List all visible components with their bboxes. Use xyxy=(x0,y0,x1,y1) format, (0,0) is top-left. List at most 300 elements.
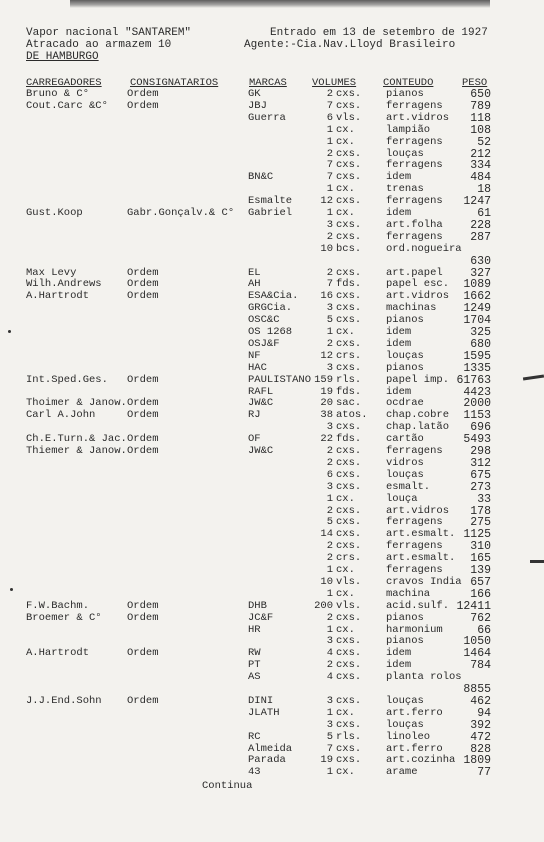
cell-marca: JBJ xyxy=(248,99,267,112)
cell-unidade: cx. xyxy=(336,123,355,136)
table-row xyxy=(0,541,544,553)
moored-line: Atracado ao armazem 10 xyxy=(26,39,172,51)
cell-unidade: crs. xyxy=(336,552,362,565)
table-row xyxy=(0,565,544,577)
cell-conteudo: art.papel xyxy=(386,266,443,279)
cell-peso: 1662 xyxy=(463,290,491,304)
agent-line: Agente:-Cia.Nav.Lloyd Brasileiro xyxy=(244,39,456,51)
cell-volumes: 1 xyxy=(326,123,333,136)
cell-carregador: J.J.End.Sohn xyxy=(26,694,102,707)
cell-carregador: Bruno & C° xyxy=(26,88,90,100)
cell-consignatario: Ordem xyxy=(127,278,159,291)
cell-conteudo: chap.cobre xyxy=(386,409,450,422)
cell-volumes: 3 xyxy=(326,694,333,707)
cell-conteudo: art.esmalt. xyxy=(386,552,456,565)
cell-volumes: 2 xyxy=(326,88,333,100)
cell-consignatario: Ordem xyxy=(127,647,159,660)
cell-peso: 118 xyxy=(470,111,491,125)
cell-volumes: 20 xyxy=(320,397,333,410)
cell-conteudo: ferragens xyxy=(386,564,443,576)
margin-dot xyxy=(10,588,13,591)
cell-conteudo: idem xyxy=(386,171,412,184)
cell-peso: 1247 xyxy=(463,195,491,209)
cell-unidade: cxs. xyxy=(336,516,362,529)
cell-marca: RW xyxy=(248,647,261,660)
cell-peso: 1153 xyxy=(463,409,491,423)
cell-conteudo: ferragens xyxy=(386,230,443,243)
cell-volumes: 3 xyxy=(326,718,333,731)
cell-peso: 334 xyxy=(470,159,491,173)
cell-unidade: cx. xyxy=(336,135,355,148)
cell-peso: 327 xyxy=(470,266,491,280)
cell-conteudo: pianos xyxy=(386,611,424,624)
cell-conteudo: papel esc. xyxy=(386,278,450,291)
cell-volumes: 6 xyxy=(326,468,333,481)
cell-carregador: Carl A.John xyxy=(26,409,96,422)
cell-unidade: cxs. xyxy=(336,718,362,731)
cell-volumes: 3 xyxy=(326,421,333,434)
cell-volumes: 1 xyxy=(326,706,333,719)
col-peso: PESO xyxy=(462,77,488,89)
table-row xyxy=(0,767,544,779)
cell-peso: 77 xyxy=(477,766,491,780)
cell-volumes: 3 xyxy=(326,361,333,374)
cell-marca: Guerra xyxy=(248,111,286,124)
table-row xyxy=(0,672,544,684)
col-volumes: VOLUMES xyxy=(312,77,357,89)
cell-unidade: cxs. xyxy=(336,314,362,327)
table-row xyxy=(0,755,544,767)
entry-date: Entrado em 13 de setembro de 1927 xyxy=(270,27,488,39)
cell-unidade: cxs. xyxy=(336,88,362,100)
cell-volumes: 16 xyxy=(320,290,333,303)
cell-volumes: 2 xyxy=(326,540,333,553)
cell-conteudo: ferragens xyxy=(386,516,443,529)
cell-volumes: 1 xyxy=(326,623,333,636)
cell-marca: JLATH xyxy=(248,706,280,719)
cell-volumes: 2 xyxy=(326,147,333,160)
cell-conteudo: art.ferro xyxy=(386,742,443,755)
cell-volumes: 2 xyxy=(326,456,333,469)
cell-unidade: bcs. xyxy=(336,242,362,255)
cell-consignatario: Ordem xyxy=(127,290,159,303)
cell-conteudo: idem xyxy=(386,659,412,672)
cell-marca: RAFL xyxy=(248,385,274,398)
cell-peso: 8855 xyxy=(463,683,491,696)
cell-peso: 1595 xyxy=(463,349,491,363)
cell-unidade: cxs. xyxy=(336,635,362,648)
cell-unidade: fds. xyxy=(336,278,362,291)
cell-conteudo: lampião xyxy=(386,123,431,136)
cell-consignatario: Ordem xyxy=(127,445,159,457)
cell-marca: JW&C xyxy=(248,445,274,457)
cell-consignatario: Ordem xyxy=(127,433,159,446)
cell-marca: DHB xyxy=(248,599,267,612)
cell-carregador: A.Hartrodt xyxy=(26,290,90,303)
cell-peso: 273 xyxy=(470,480,491,494)
cell-peso: 33 xyxy=(477,492,491,506)
cell-carregador: Gust.Koop xyxy=(26,207,83,219)
cell-conteudo: planta rolos xyxy=(386,671,462,684)
table-row xyxy=(0,553,544,565)
cell-unidade: fds. xyxy=(336,385,362,398)
cell-volumes: 10 xyxy=(320,242,333,255)
cell-conteudo: art.vidros xyxy=(386,290,450,303)
torn-top-edge xyxy=(70,0,490,8)
cell-volumes: 159 xyxy=(314,373,333,386)
cell-marca: GRGCia. xyxy=(248,302,293,315)
cell-peso: 165 xyxy=(470,552,491,566)
cell-marca: JC&F xyxy=(248,611,274,624)
cell-conteudo: louças xyxy=(386,468,424,481)
cell-consignatario: Ordem xyxy=(127,266,159,279)
cell-marca: 43 xyxy=(248,766,261,779)
col-conteudo: CONTEUDO xyxy=(383,77,434,89)
cell-volumes: 2 xyxy=(326,266,333,279)
cell-unidade: cx. xyxy=(336,326,355,338)
cell-peso: 298 xyxy=(470,445,491,458)
cell-volumes: 1 xyxy=(326,587,333,600)
cell-peso: 784 xyxy=(470,659,491,673)
cell-conteudo: louças xyxy=(386,718,424,731)
cell-volumes: 1 xyxy=(326,766,333,779)
col-marcas: MARCAS xyxy=(249,77,287,89)
cell-marca: ESA&Cia. xyxy=(248,290,299,303)
cell-peso: 61 xyxy=(477,207,491,220)
cell-unidade: cxs. xyxy=(336,528,362,541)
cell-unidade: cxs. xyxy=(336,147,362,160)
cell-peso: 762 xyxy=(470,611,491,625)
cell-consignatario: Ordem xyxy=(127,611,159,624)
cell-peso: 94 xyxy=(477,706,491,720)
cell-peso: 1050 xyxy=(463,635,491,649)
table-row xyxy=(0,506,544,518)
cell-marca: RJ xyxy=(248,409,261,422)
cell-conteudo: art.vidros xyxy=(386,111,450,124)
cell-conteudo: louças xyxy=(386,694,424,707)
table-row xyxy=(0,494,544,506)
cell-conteudo: vidros xyxy=(386,456,424,469)
cell-conteudo: cravos India xyxy=(386,575,462,588)
continua-note: Continua xyxy=(202,780,253,792)
table-row xyxy=(0,446,544,458)
cell-volumes: 2 xyxy=(326,337,333,350)
cell-carregador: Int.Sped.Ges. xyxy=(26,373,108,386)
cell-conteudo: art.esmalt. xyxy=(386,528,456,541)
cell-peso: 1125 xyxy=(463,528,491,542)
cell-conteudo: idem xyxy=(386,207,412,219)
cell-consignatario: Ordem xyxy=(127,373,159,386)
cell-marca: Esmalte xyxy=(248,195,293,208)
cell-marca: RC xyxy=(248,730,261,743)
cell-unidade: cx. xyxy=(336,706,355,719)
cell-unidade: cxs. xyxy=(336,754,362,767)
table-row xyxy=(0,232,544,244)
cell-peso: 4423 xyxy=(463,385,491,399)
table-row xyxy=(0,708,544,720)
cell-unidade: cxs. xyxy=(336,647,362,660)
cell-peso: 1335 xyxy=(463,361,491,375)
cell-volumes: 5 xyxy=(326,314,333,327)
table-row xyxy=(0,648,544,660)
cell-carregador: Broemer & C° xyxy=(26,611,102,624)
cell-peso: 178 xyxy=(470,504,491,518)
table-row xyxy=(0,220,544,232)
cell-marca: DINI xyxy=(248,694,274,707)
cell-volumes: 3 xyxy=(326,218,333,231)
cell-conteudo: idem xyxy=(386,385,412,398)
cell-unidade: crs. xyxy=(336,349,362,362)
cell-marca: AS xyxy=(248,671,261,684)
table-row xyxy=(0,529,544,541)
cell-conteudo: louças xyxy=(386,147,424,160)
cell-unidade: cxs. xyxy=(336,456,362,469)
table-row xyxy=(0,517,544,529)
cell-conteudo: chap.latão xyxy=(386,421,450,434)
cell-conteudo: esmalt. xyxy=(386,480,431,493)
cell-volumes: 2 xyxy=(326,552,333,565)
table-row xyxy=(0,244,544,256)
cell-unidade: cxs. xyxy=(336,468,362,481)
table-row xyxy=(0,137,544,149)
cell-conteudo: cartão xyxy=(386,433,424,446)
cell-peso: 462 xyxy=(470,694,491,708)
cell-volumes: 6 xyxy=(326,111,333,124)
cell-conteudo: ocdrae xyxy=(386,397,424,410)
table-row xyxy=(0,613,544,625)
cell-peso: 1809 xyxy=(463,754,491,768)
cell-volumes: 7 xyxy=(326,159,333,172)
cell-consignatario: Ordem xyxy=(127,397,159,410)
cell-conteudo: ferragens xyxy=(386,159,443,172)
cell-unidade: cxs. xyxy=(336,694,362,707)
cell-unidade: vls. xyxy=(336,111,362,124)
cell-conteudo: louças xyxy=(386,349,424,362)
cell-consignatario: Gabr.Gonçalv.& C° xyxy=(127,207,235,219)
margin-dash xyxy=(530,560,544,563)
cell-carregador: Thoimer & Janow. xyxy=(26,397,127,410)
cell-unidade: cx. xyxy=(336,766,355,779)
cell-volumes: 7 xyxy=(326,278,333,291)
cell-unidade: cxs. xyxy=(336,159,362,172)
cell-conteudo: trenas xyxy=(386,183,424,196)
cell-unidade: cxs. xyxy=(336,504,362,517)
table-row xyxy=(0,601,544,613)
cell-conteudo: acid.sulf. xyxy=(386,599,450,612)
cell-conteudo: ferragens xyxy=(386,135,443,148)
table-row xyxy=(0,208,544,220)
cell-peso: 108 xyxy=(470,123,491,137)
cell-consignatario: Ordem xyxy=(127,99,159,112)
cell-volumes: 4 xyxy=(326,647,333,660)
cell-peso: 789 xyxy=(470,99,491,113)
cell-conteudo: linoleo xyxy=(386,730,431,743)
cell-peso: 228 xyxy=(470,218,491,232)
cell-marca: Parada xyxy=(248,754,286,767)
cell-carregador: Max Levy xyxy=(26,266,77,279)
cell-volumes: 5 xyxy=(326,516,333,529)
cell-peso: 472 xyxy=(470,730,491,744)
cell-volumes: 1 xyxy=(326,564,333,576)
cell-peso: 680 xyxy=(470,337,491,351)
cell-unidade: cxs. xyxy=(336,445,362,457)
cell-unidade: cxs. xyxy=(336,302,362,315)
cell-conteudo: art.ferro xyxy=(386,706,443,719)
cell-conteudo: pianos xyxy=(386,635,424,648)
table-row xyxy=(0,720,544,732)
cell-peso: 310 xyxy=(470,540,491,554)
col-carregadores: CARREGADORES xyxy=(26,77,102,89)
cell-consignatario: Ordem xyxy=(127,694,159,707)
cell-unidade: rls. xyxy=(336,373,362,386)
table-row xyxy=(0,172,544,184)
cell-carregador: Thiemer & Janow. xyxy=(26,445,127,457)
cell-unidade: cx. xyxy=(336,587,355,600)
cell-unidade: atos. xyxy=(336,409,368,422)
cell-volumes: 12 xyxy=(320,195,333,208)
cell-conteudo: machinas xyxy=(386,302,437,315)
cell-carregador: A.Hartrodt xyxy=(26,647,90,660)
cell-peso: 18 xyxy=(477,183,491,197)
cell-marca: Almeida xyxy=(248,742,293,755)
cell-volumes: 200 xyxy=(314,599,333,612)
table-row xyxy=(0,482,544,494)
cell-unidade: sac. xyxy=(336,397,362,410)
table-row xyxy=(0,351,544,363)
origin-line: DE HAMBURGO xyxy=(26,51,99,63)
cell-unidade: cxs. xyxy=(336,611,362,624)
table-row xyxy=(0,113,544,125)
cell-peso: 675 xyxy=(470,468,491,482)
cell-volumes: 2 xyxy=(326,659,333,672)
cell-unidade: cxs. xyxy=(336,195,362,208)
cell-carregador: Cout.Carc &C° xyxy=(26,99,108,112)
cell-unidade: cxs. xyxy=(336,99,362,112)
cell-peso: 657 xyxy=(470,575,491,589)
cell-volumes: 1 xyxy=(326,207,333,219)
cell-unidade: cxs. xyxy=(336,218,362,231)
cell-marca: AH xyxy=(248,278,261,291)
table-row xyxy=(0,589,544,601)
cell-unidade: cxs. xyxy=(336,337,362,350)
cell-consignatario: Ordem xyxy=(127,599,159,612)
cell-peso: 1089 xyxy=(463,278,491,292)
cell-unidade: cxs. xyxy=(336,361,362,374)
cell-peso: 828 xyxy=(470,742,491,756)
cell-conteudo: ferragens xyxy=(386,445,443,457)
cell-peso: 287 xyxy=(470,230,491,244)
cell-unidade: cxs. xyxy=(336,171,362,184)
cell-volumes: 10 xyxy=(320,575,333,588)
cell-unidade: cxs. xyxy=(336,290,362,303)
cell-peso: 61763 xyxy=(456,373,491,387)
cell-unidade: cx. xyxy=(336,207,355,219)
cell-volumes: 2 xyxy=(326,445,333,457)
margin-dot xyxy=(8,330,11,333)
cell-marca: OSJ&F xyxy=(248,337,280,350)
cell-conteudo: harmonium xyxy=(386,623,443,636)
cell-unidade: fds. xyxy=(336,433,362,446)
cell-peso: 66 xyxy=(477,623,491,637)
cell-conteudo: idem xyxy=(386,647,412,660)
table-row xyxy=(0,125,544,137)
cell-volumes: 7 xyxy=(326,171,333,184)
cell-volumes: 1 xyxy=(326,183,333,196)
cell-volumes: 2 xyxy=(326,230,333,243)
cell-unidade: cx. xyxy=(336,492,355,505)
cell-conteudo: arame xyxy=(386,766,418,779)
cell-carregador: Ch.E.Turn.& Jac. xyxy=(26,433,127,446)
cell-volumes: 1 xyxy=(326,135,333,148)
cell-volumes: 3 xyxy=(326,480,333,493)
cell-conteudo: ferragens xyxy=(386,540,443,553)
cell-marca: OSC&C xyxy=(248,314,280,327)
cell-unidade: cxs. xyxy=(336,266,362,279)
cell-conteudo: pianos xyxy=(386,361,424,374)
cell-conteudo: machina xyxy=(386,587,431,600)
cell-volumes: 1 xyxy=(326,326,333,338)
cell-marca: OS 1268 xyxy=(248,326,293,338)
cell-marca: PAULISTANO xyxy=(248,373,312,386)
cell-carregador: Wilh.Andrews xyxy=(26,278,102,291)
cell-volumes: 19 xyxy=(320,385,333,398)
table-row xyxy=(0,149,544,161)
cell-marca: GK xyxy=(248,88,261,100)
cell-volumes: 3 xyxy=(326,302,333,315)
cell-peso: 52 xyxy=(477,135,491,149)
table-row xyxy=(0,660,544,672)
cell-unidade: vls. xyxy=(336,599,362,612)
cell-peso: 312 xyxy=(470,456,491,470)
cell-peso: 392 xyxy=(470,718,491,732)
cell-marca: OF xyxy=(248,433,261,446)
table-row xyxy=(0,410,544,422)
cell-peso: 275 xyxy=(470,516,491,530)
cell-marca: HR xyxy=(248,623,261,636)
cell-peso: 166 xyxy=(470,587,491,601)
cell-volumes: 3 xyxy=(326,635,333,648)
cell-peso: 1464 xyxy=(463,647,491,661)
cell-unidade: cxs. xyxy=(336,540,362,553)
table-row xyxy=(0,732,544,744)
cell-consignatario: Ordem xyxy=(127,88,159,100)
cell-unidade: vls. xyxy=(336,575,362,588)
cell-peso: 2000 xyxy=(463,397,491,411)
cell-conteudo: art.cozinha xyxy=(386,754,456,767)
cell-volumes: 4 xyxy=(326,671,333,684)
cell-unidade: cxs. xyxy=(336,671,362,684)
table-row xyxy=(0,363,544,375)
cell-marca: BN&C xyxy=(248,171,274,184)
cell-peso: 139 xyxy=(470,564,491,577)
cell-marca: EL xyxy=(248,266,261,279)
cell-conteudo: idem xyxy=(386,337,412,350)
cell-marca: Gabriel xyxy=(248,207,293,219)
cell-volumes: 12 xyxy=(320,349,333,362)
cell-volumes: 2 xyxy=(326,504,333,517)
table-row xyxy=(0,470,544,482)
cell-conteudo: ferragens xyxy=(386,99,443,112)
cell-peso: 325 xyxy=(470,326,491,339)
cell-volumes: 2 xyxy=(326,611,333,624)
cell-peso: 1704 xyxy=(463,314,491,328)
cell-peso: 650 xyxy=(470,88,491,101)
cell-peso: 696 xyxy=(470,421,491,435)
cell-unidade: rls. xyxy=(336,730,362,743)
cell-unidade: cxs. xyxy=(336,480,362,493)
table-row xyxy=(0,339,544,351)
cell-unidade: cxs. xyxy=(336,230,362,243)
